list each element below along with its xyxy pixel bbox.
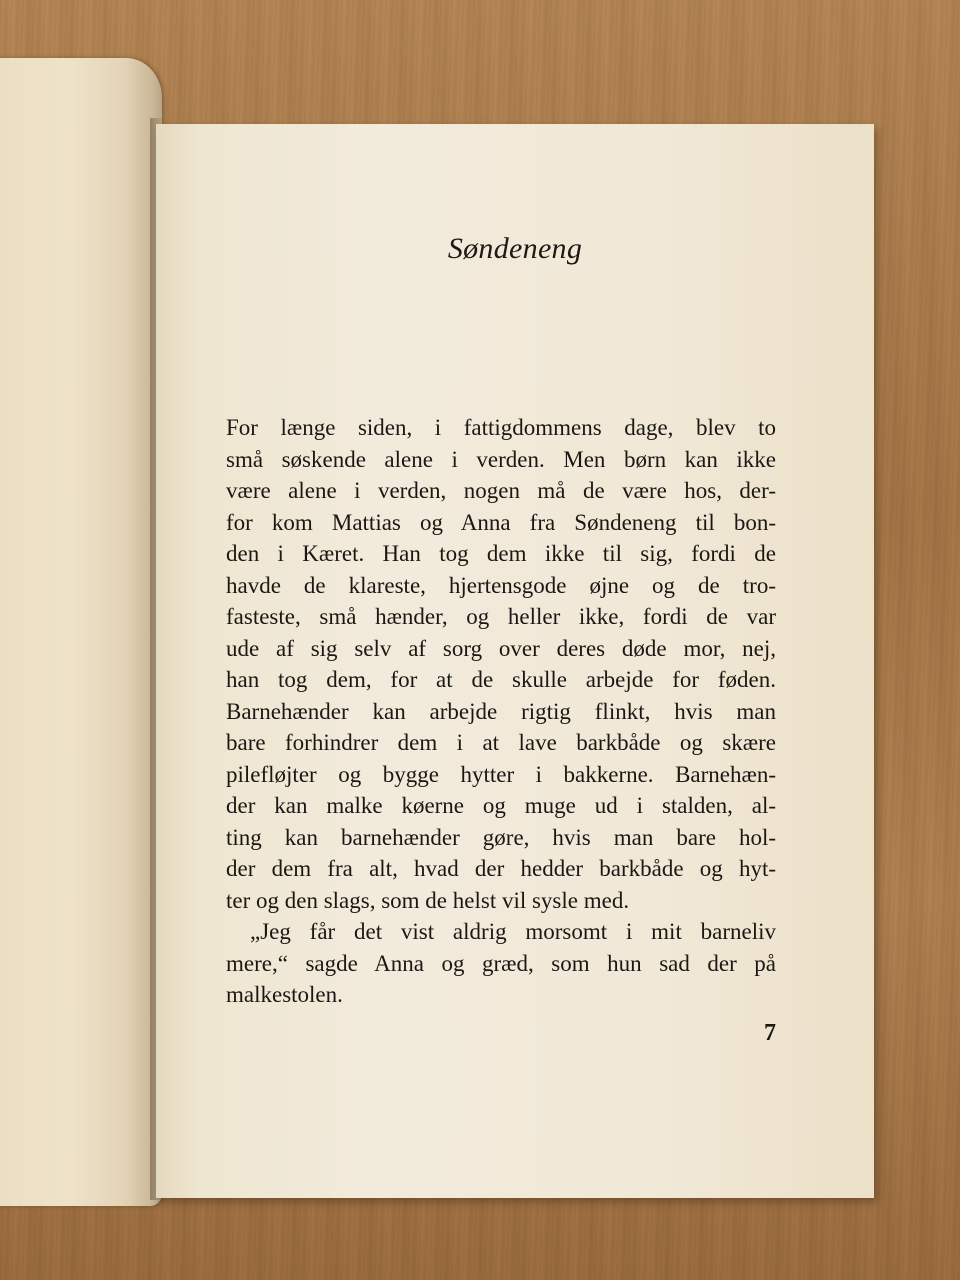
body-text xyxy=(226,412,776,1011)
text-line: ude af sig selv af sorg over deres døde mor, nej, xyxy=(226,635,776,661)
text-line: der kan malke køerne og muge ud i stalden, al- xyxy=(226,793,776,818)
text-line: der dem fra alt, hvad der hedder barkbåde og hyt- xyxy=(226,856,776,881)
text-line: Barnehænder kan arbejde rigtig flinkt, hvis man xyxy=(226,698,776,724)
text-line: malkestolen. xyxy=(226,982,343,1007)
text-line: pilefløjter og bygge hytter i bakkerne. Barnehæn- xyxy=(226,761,776,787)
text-line: ting kan barnehænder gøre, hvis man bare hol- xyxy=(226,824,776,850)
left-page xyxy=(0,58,162,1206)
text-line: fasteste, små hænder, og heller ikke, fordi de var xyxy=(226,604,776,629)
text-line: mere,“ sagde Anna og græd, som hun sad der på xyxy=(226,950,776,976)
text-line: „Jeg får det vist aldrig morsomt i mit barneliv xyxy=(250,919,776,944)
chapter-title: Søndeneng xyxy=(447,232,583,265)
text-line: ter og den slags, som de helst vil sysle med. xyxy=(226,887,630,913)
text-line: den i Kæret. Han tog dem ikke til sig, fordi de xyxy=(226,541,776,566)
text-line: for kom Mattias og Anna fra Søndeneng til bon- xyxy=(226,509,776,535)
text-line: bare forhindrer dem i at lave barkbåde og skære xyxy=(226,730,776,755)
text-line: havde de klareste, hjertensgode øjne og de tro- xyxy=(226,572,776,598)
page-number: 7 xyxy=(764,1020,776,1046)
text-line: være alene i verden, nogen må de være hos, der- xyxy=(226,478,776,503)
text-line: han tog dem, for at de skulle arbejde for føden. xyxy=(226,667,776,692)
right-page xyxy=(156,124,874,1198)
text-line: For længe siden, i fattigdommens dage, blev to xyxy=(226,415,776,440)
text-line: små søskende alene i verden. Men børn kan ikke xyxy=(226,446,776,472)
